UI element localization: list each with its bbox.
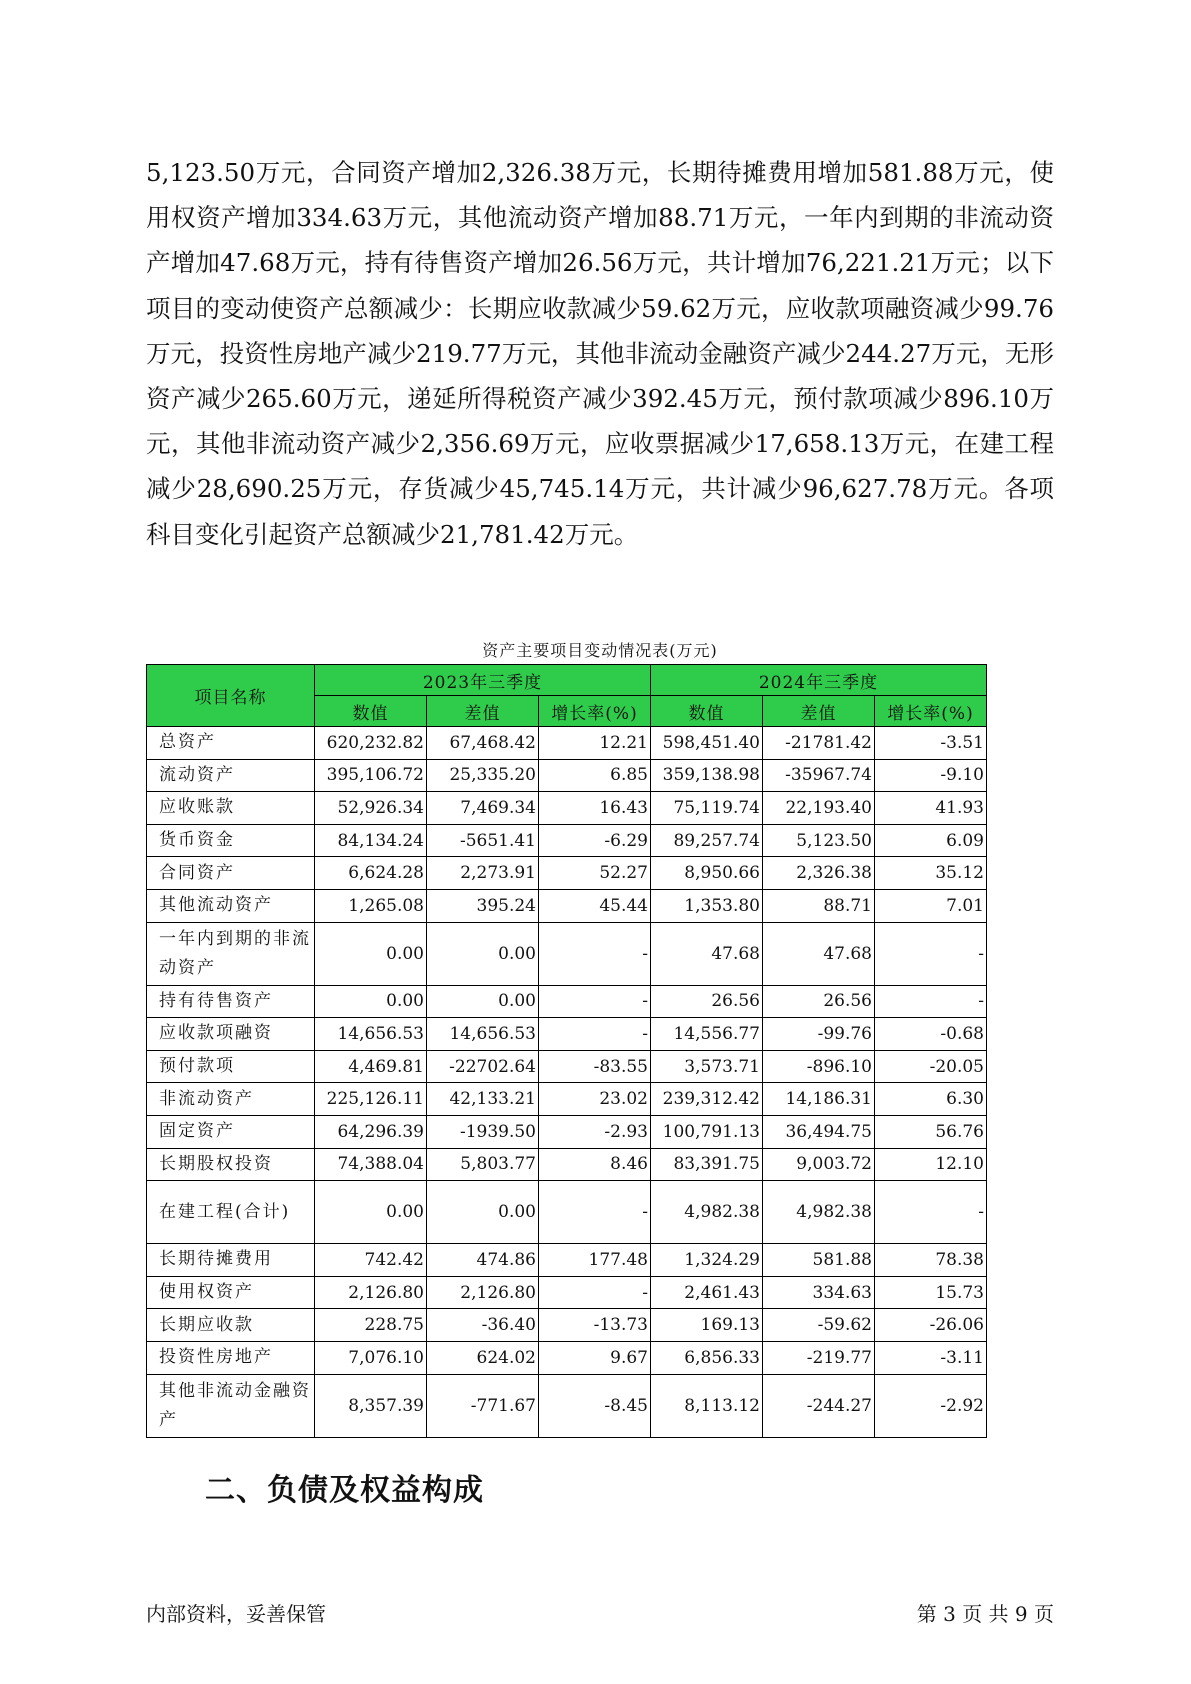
- diff-2024: 5,123.50: [763, 824, 875, 857]
- diff-2023: 42,133.21: [427, 1083, 539, 1116]
- diff-2023: 395.24: [427, 889, 539, 922]
- diff-2023: -36.40: [427, 1309, 539, 1342]
- table-row: [147, 1148, 987, 1181]
- value-2024: 239,312.42: [651, 1083, 763, 1116]
- growth-2023: -: [539, 1018, 651, 1051]
- table-body: [147, 727, 987, 1438]
- row-item-name: 固定资产: [147, 1115, 315, 1148]
- diff-2024: -21781.42: [763, 727, 875, 760]
- diff-2023: 0.00: [427, 985, 539, 1018]
- row-item-name: 一年内到期的非流动资产: [147, 922, 315, 985]
- table-row: [147, 1341, 987, 1374]
- diff-2023: 5,803.77: [427, 1148, 539, 1181]
- row-item-name: 货币资金: [147, 824, 315, 857]
- value-2024: 1,324.29: [651, 1244, 763, 1277]
- diff-2024: -896.10: [763, 1050, 875, 1083]
- growth-2023: 177.48: [539, 1244, 651, 1277]
- diff-2024: -35967.74: [763, 759, 875, 792]
- diff-2023: 2,273.91: [427, 857, 539, 890]
- value-2023: 1,265.08: [315, 889, 427, 922]
- value-2023: 225,126.11: [315, 1083, 427, 1116]
- value-2024: 26.56: [651, 985, 763, 1018]
- row-item-name: 应收款项融资: [147, 1018, 315, 1051]
- value-2024: 47.68: [651, 922, 763, 985]
- growth-2023: 16.43: [539, 792, 651, 825]
- diff-2024: 36,494.75: [763, 1115, 875, 1148]
- diff-2023: 67,468.42: [427, 727, 539, 760]
- value-2023: 0.00: [315, 922, 427, 985]
- diff-2023: -771.67: [427, 1374, 539, 1437]
- header-diff-2023: 差值: [427, 696, 539, 727]
- growth-2023: -: [539, 985, 651, 1018]
- value-2023: 0.00: [315, 1181, 427, 1244]
- row-item-name: 长期股权投资: [147, 1148, 315, 1181]
- header-period-2023: 2023年三季度: [315, 665, 651, 696]
- table-row: [147, 727, 987, 760]
- value-2023: 6,624.28: [315, 857, 427, 890]
- value-2023: 52,926.34: [315, 792, 427, 825]
- value-2024: 8,950.66: [651, 857, 763, 890]
- table-row: [147, 857, 987, 890]
- row-item-name: 应收账款: [147, 792, 315, 825]
- row-item-name: 长期待摊费用: [147, 1244, 315, 1277]
- growth-2023: 52.27: [539, 857, 651, 890]
- value-2024: 598,451.40: [651, 727, 763, 760]
- row-item-name: 其他非流动金融资产: [147, 1374, 315, 1437]
- growth-2023: 23.02: [539, 1083, 651, 1116]
- diff-2023: 624.02: [427, 1341, 539, 1374]
- row-item-name: 预付款项: [147, 1050, 315, 1083]
- value-2023: 2,126.80: [315, 1276, 427, 1309]
- growth-2023: 8.46: [539, 1148, 651, 1181]
- diff-2024: 26.56: [763, 985, 875, 1018]
- diff-2023: 14,656.53: [427, 1018, 539, 1051]
- growth-2024: -26.06: [875, 1309, 987, 1342]
- value-2024: 4,982.38: [651, 1181, 763, 1244]
- table-row: [147, 1181, 987, 1244]
- growth-2024: -: [875, 985, 987, 1018]
- growth-2024: 6.30: [875, 1083, 987, 1116]
- growth-2024: 15.73: [875, 1276, 987, 1309]
- row-item-name: 长期应收款: [147, 1309, 315, 1342]
- growth-2023: 12.21: [539, 727, 651, 760]
- row-item-name: 投资性房地产: [147, 1341, 315, 1374]
- growth-2024: -0.68: [875, 1018, 987, 1051]
- diff-2024: 581.88: [763, 1244, 875, 1277]
- table-row: [147, 889, 987, 922]
- growth-2024: -: [875, 922, 987, 985]
- value-2023: 14,656.53: [315, 1018, 427, 1051]
- table-row: [147, 1083, 987, 1116]
- growth-2024: 56.76: [875, 1115, 987, 1148]
- diff-2024: -219.77: [763, 1341, 875, 1374]
- table-row: [147, 1115, 987, 1148]
- value-2024: 8,113.12: [651, 1374, 763, 1437]
- value-2024: 89,257.74: [651, 824, 763, 857]
- table-row: [147, 1018, 987, 1051]
- section-heading: 二、负债及权益构成: [205, 1473, 484, 1508]
- growth-2023: -13.73: [539, 1309, 651, 1342]
- diff-2023: -5651.41: [427, 824, 539, 857]
- table-row: [147, 1309, 987, 1342]
- diff-2024: -59.62: [763, 1309, 875, 1342]
- growth-2023: 9.67: [539, 1341, 651, 1374]
- table-row: [147, 985, 987, 1018]
- header-value-2024: 数值: [651, 696, 763, 727]
- value-2023: 0.00: [315, 985, 427, 1018]
- row-item-name: 总资产: [147, 727, 315, 760]
- growth-2023: -: [539, 922, 651, 985]
- row-item-name: 合同资产: [147, 857, 315, 890]
- growth-2023: -6.29: [539, 824, 651, 857]
- footer-confidential-note: 内部资料，妥善保管: [146, 1602, 326, 1626]
- value-2023: 4,469.81: [315, 1050, 427, 1083]
- table-row: [147, 759, 987, 792]
- growth-2024: -9.10: [875, 759, 987, 792]
- table-row: [147, 1276, 987, 1309]
- diff-2023: 474.86: [427, 1244, 539, 1277]
- table-row: [147, 1244, 987, 1277]
- growth-2024: 12.10: [875, 1148, 987, 1181]
- diff-2024: 334.63: [763, 1276, 875, 1309]
- growth-2024: -2.92: [875, 1374, 987, 1437]
- diff-2024: 22,193.40: [763, 792, 875, 825]
- header-value-2023: 数值: [315, 696, 427, 727]
- diff-2024: 9,003.72: [763, 1148, 875, 1181]
- value-2023: 228.75: [315, 1309, 427, 1342]
- table-row: [147, 1374, 987, 1437]
- diff-2024: 4,982.38: [763, 1181, 875, 1244]
- growth-2024: -3.51: [875, 727, 987, 760]
- growth-2023: -: [539, 1276, 651, 1309]
- body-paragraph: 5,123.50万元，合同资产增加2,326.38万元，长期待摊费用增加581.88万元，使用权资产增加334.63万元，其他流动资产增加88.71万元，一年内到期的非流动资产增加47.68万元，持有待售资产增加26.56万元，共计增加76,221.21万元；以下项目的变动使资产总额减少：长期应收款减少59.62万元，应收款项融资减少99.76万元，投资性房地产减少219.77万元，其他非流动金融资产减少244.27万元，无形资产减少265.60万元，递延所得税资产减少392.45万元，预付款项减少896.10万元，其他非流动资产减少2,356.69万元，应收票据减少17,658.13万元，在建工程减少28,690.25万元，存货减少45,745.14万元，共计减少96,627.78万元。各项科目变化引起资产总额减少21,781.42万元。: [146, 158, 1054, 549]
- growth-2023: -8.45: [539, 1374, 651, 1437]
- row-item-name: 非流动资产: [147, 1083, 315, 1116]
- table-row: [147, 922, 987, 985]
- diff-2023: -1939.50: [427, 1115, 539, 1148]
- diff-2023: 0.00: [427, 1181, 539, 1244]
- row-item-name: 在建工程(合计): [147, 1181, 315, 1244]
- header-period-2024: 2024年三季度: [651, 665, 987, 696]
- growth-2024: 78.38: [875, 1244, 987, 1277]
- diff-2024: 88.71: [763, 889, 875, 922]
- growth-2024: 35.12: [875, 857, 987, 890]
- growth-2023: -83.55: [539, 1050, 651, 1083]
- value-2023: 64,296.39: [315, 1115, 427, 1148]
- growth-2024: 7.01: [875, 889, 987, 922]
- value-2024: 169.13: [651, 1309, 763, 1342]
- growth-2024: 6.09: [875, 824, 987, 857]
- growth-2023: -: [539, 1181, 651, 1244]
- row-item-name: 流动资产: [147, 759, 315, 792]
- diff-2024: 2,326.38: [763, 857, 875, 890]
- asset-change-table: [146, 664, 987, 1438]
- growth-2024: -: [875, 1181, 987, 1244]
- value-2023: 395,106.72: [315, 759, 427, 792]
- header-growth-2023: 增长率(%): [539, 696, 651, 727]
- header-diff-2024: 差值: [763, 696, 875, 727]
- diff-2024: 47.68: [763, 922, 875, 985]
- growth-2024: 41.93: [875, 792, 987, 825]
- growth-2023: -2.93: [539, 1115, 651, 1148]
- table-caption: 资产主要项目变动情况表(万元): [482, 641, 718, 660]
- header-growth-2024: 增长率(%): [875, 696, 987, 727]
- header-item-name: 项目名称: [147, 665, 315, 727]
- value-2024: 3,573.71: [651, 1050, 763, 1083]
- value-2023: 620,232.82: [315, 727, 427, 760]
- value-2024: 1,353.80: [651, 889, 763, 922]
- row-item-name: 其他流动资产: [147, 889, 315, 922]
- value-2024: 100,791.13: [651, 1115, 763, 1148]
- diff-2023: 7,469.34: [427, 792, 539, 825]
- diff-2023: 25,335.20: [427, 759, 539, 792]
- value-2023: 8,357.39: [315, 1374, 427, 1437]
- diff-2024: -99.76: [763, 1018, 875, 1051]
- value-2023: 742.42: [315, 1244, 427, 1277]
- growth-2024: -20.05: [875, 1050, 987, 1083]
- growth-2023: 45.44: [539, 889, 651, 922]
- growth-2024: -3.11: [875, 1341, 987, 1374]
- row-item-name: 使用权资产: [147, 1276, 315, 1309]
- value-2024: 83,391.75: [651, 1148, 763, 1181]
- diff-2024: 14,186.31: [763, 1083, 875, 1116]
- table-row: [147, 1050, 987, 1083]
- value-2024: 2,461.43: [651, 1276, 763, 1309]
- diff-2024: -244.27: [763, 1374, 875, 1437]
- diff-2023: -22702.64: [427, 1050, 539, 1083]
- value-2023: 7,076.10: [315, 1341, 427, 1374]
- value-2024: 359,138.98: [651, 759, 763, 792]
- diff-2023: 0.00: [427, 922, 539, 985]
- diff-2023: 2,126.80: [427, 1276, 539, 1309]
- table-row: [147, 792, 987, 825]
- table-row: [147, 824, 987, 857]
- footer-page-number: 第 3 页 共 9 页: [916, 1602, 1054, 1626]
- growth-2023: 6.85: [539, 759, 651, 792]
- value-2024: 6,856.33: [651, 1341, 763, 1374]
- value-2023: 84,134.24: [315, 824, 427, 857]
- value-2024: 75,119.74: [651, 792, 763, 825]
- row-item-name: 持有待售资产: [147, 985, 315, 1018]
- value-2024: 14,556.77: [651, 1018, 763, 1051]
- value-2023: 74,388.04: [315, 1148, 427, 1181]
